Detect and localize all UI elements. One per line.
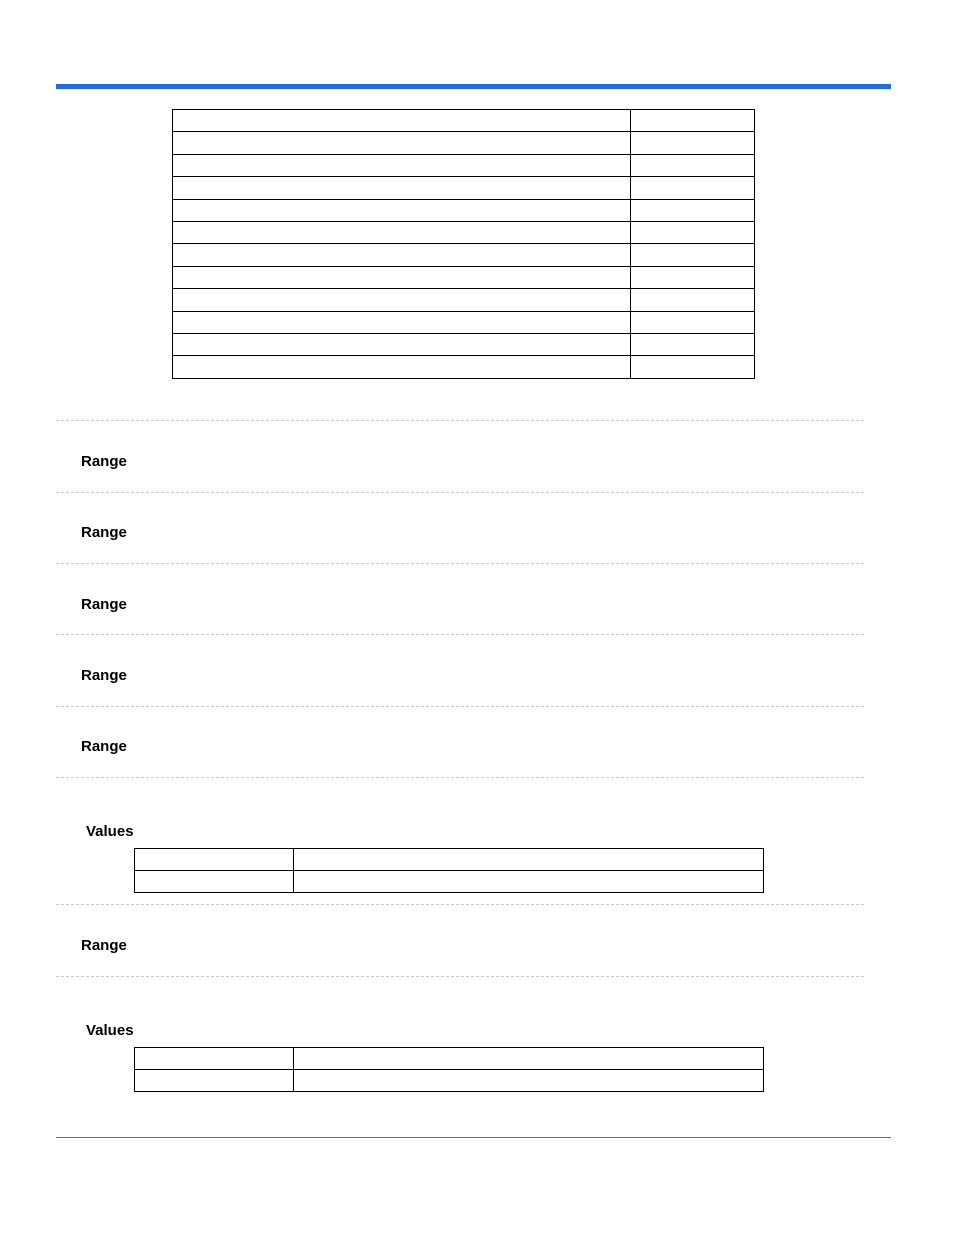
- table-row: [173, 154, 755, 176]
- table-cell: [294, 871, 764, 893]
- table-cell: [294, 1070, 764, 1092]
- table-cell: [294, 1048, 764, 1070]
- table-cell: [173, 266, 631, 288]
- values-label: Values: [86, 823, 134, 840]
- table-cell: [631, 177, 755, 199]
- table-cell: [135, 1070, 294, 1092]
- table-cell: [173, 289, 631, 311]
- header-accent-bar: [56, 84, 891, 89]
- table-cell: [173, 356, 631, 378]
- table-cell: [173, 132, 631, 154]
- range-label: Range: [81, 524, 127, 541]
- range-label: Range: [81, 667, 127, 684]
- table-cell: [173, 177, 631, 199]
- table-cell: [631, 333, 755, 355]
- table-row: [135, 849, 764, 871]
- section-divider: [56, 976, 864, 977]
- values-label: Values: [86, 1022, 134, 1039]
- table-cell: [173, 110, 631, 132]
- table-cell: [173, 154, 631, 176]
- table-cell: [173, 311, 631, 333]
- table-cell: [173, 244, 631, 266]
- table-row: [173, 110, 755, 132]
- table-row: [173, 244, 755, 266]
- table-cell: [631, 356, 755, 378]
- table-row: [173, 132, 755, 154]
- table-cell: [631, 311, 755, 333]
- table-cell: [631, 244, 755, 266]
- range-label: Range: [81, 738, 127, 755]
- table-cell: [631, 132, 755, 154]
- parameter-table: [172, 109, 755, 379]
- table-row: [173, 289, 755, 311]
- table-cell: [631, 154, 755, 176]
- table-row: [173, 177, 755, 199]
- table-cell: [173, 199, 631, 221]
- section-divider: [56, 634, 864, 635]
- table-row: [135, 871, 764, 893]
- table-cell: [631, 266, 755, 288]
- table-row: [173, 221, 755, 243]
- section-divider: [56, 904, 864, 905]
- table-cell: [135, 871, 294, 893]
- range-label: Range: [81, 596, 127, 613]
- table-cell: [173, 333, 631, 355]
- footer-rule: [56, 1137, 891, 1138]
- values-table: [134, 848, 764, 893]
- table-cell: [135, 849, 294, 871]
- table-cell: [173, 221, 631, 243]
- section-divider: [56, 420, 864, 421]
- table-cell: [631, 199, 755, 221]
- table-row: [135, 1048, 764, 1070]
- table-row: [135, 1070, 764, 1092]
- table-cell: [135, 1048, 294, 1070]
- table-row: [173, 199, 755, 221]
- section-divider: [56, 777, 864, 778]
- table-row: [173, 266, 755, 288]
- table-cell: [631, 289, 755, 311]
- range-label: Range: [81, 453, 127, 470]
- table-row: [173, 311, 755, 333]
- range-label: Range: [81, 937, 127, 954]
- table-row: [173, 356, 755, 378]
- section-divider: [56, 563, 864, 564]
- section-divider: [56, 492, 864, 493]
- section-divider: [56, 706, 864, 707]
- table-cell: [294, 849, 764, 871]
- table-cell: [631, 110, 755, 132]
- table-cell: [631, 221, 755, 243]
- table-row: [173, 333, 755, 355]
- values-table: [134, 1047, 764, 1092]
